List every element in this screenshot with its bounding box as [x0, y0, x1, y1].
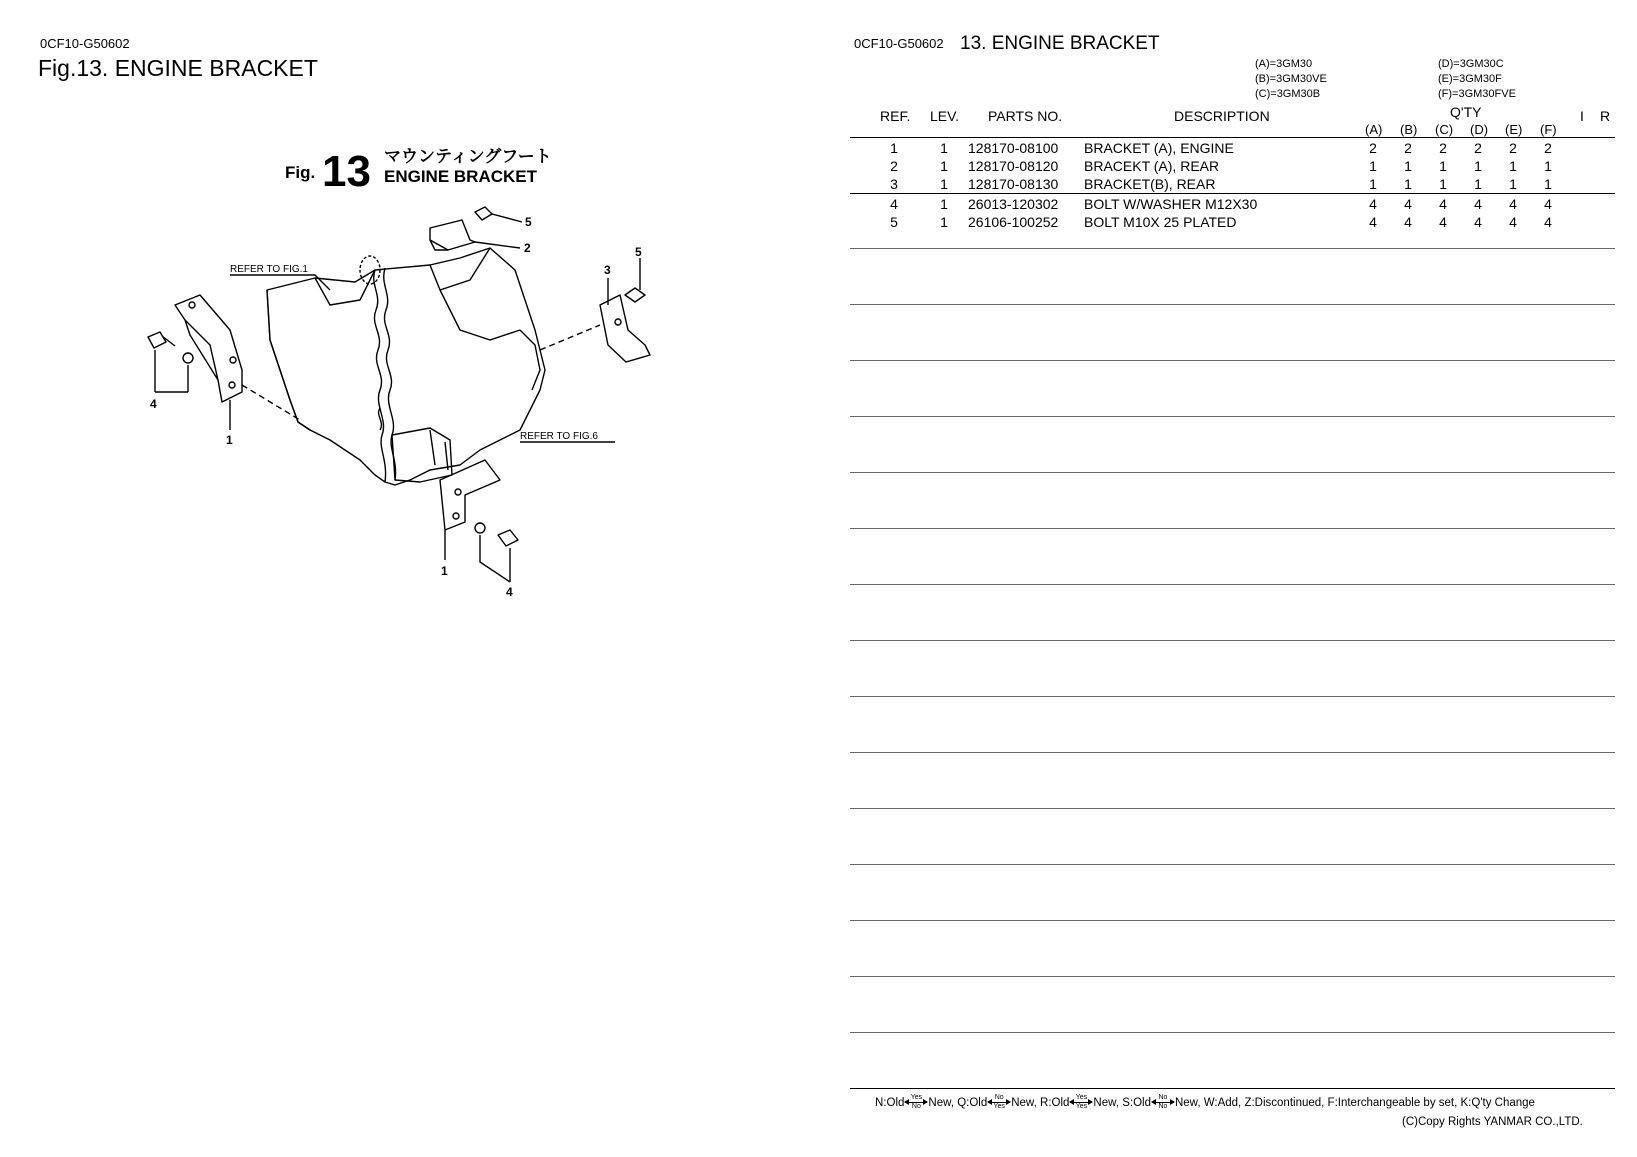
- row-ref: 5: [890, 214, 898, 230]
- bracket-2: [430, 220, 475, 250]
- row-qty: 1: [1509, 176, 1517, 192]
- callout-1-left: 1: [226, 433, 233, 447]
- legend-s-arrow: No No: [1152, 1094, 1174, 1111]
- row-qty: 4: [1474, 214, 1482, 230]
- row-qty: 2: [1474, 140, 1482, 156]
- row-qty: 1: [1544, 176, 1552, 192]
- legend-s-old: S:Old: [1122, 1096, 1151, 1109]
- block-contour-2: [430, 248, 490, 290]
- row-parts-no: 128170-08130: [968, 176, 1059, 192]
- row-qty: 4: [1369, 214, 1377, 230]
- model-a: (A)=3GM30: [1255, 58, 1313, 70]
- blank-row-rule: [850, 752, 1615, 753]
- exploded-view-drawing: [130, 130, 670, 650]
- header-lev: LEV.: [930, 108, 960, 124]
- row-qty: 1: [1369, 176, 1377, 192]
- row-qty: 2: [1369, 140, 1377, 156]
- row-qty: 1: [1439, 158, 1447, 174]
- header-parts-no: PARTS NO.: [988, 108, 1063, 124]
- blank-row-rule: [850, 360, 1615, 361]
- legend-s-new: New,: [1174, 1096, 1201, 1109]
- right-page-code: 0CF10-G50602: [854, 36, 944, 51]
- blank-row-rule: [850, 864, 1615, 865]
- row-description: BRACKET(B), REAR: [1084, 176, 1216, 192]
- row-lev: 1: [940, 158, 948, 174]
- break-line: [374, 270, 386, 482]
- header-qty-sub: (C): [1435, 122, 1454, 137]
- callout-3: 3: [604, 263, 611, 277]
- row-parts-no: 26013-120302: [968, 196, 1059, 212]
- row-description: BRACKET (A), ENGINE: [1084, 140, 1234, 156]
- row-qty: 1: [1474, 176, 1482, 192]
- row-qty: 4: [1439, 214, 1447, 230]
- row-ref: 2: [890, 158, 898, 174]
- row-description: BOLT M10X 25 PLATED: [1084, 214, 1237, 230]
- callout-5-top: 5: [525, 215, 532, 229]
- leader-5-top: [492, 214, 522, 222]
- copyright-notice: (C)Copy Rights YANMAR CO.,LTD.: [1402, 1116, 1583, 1128]
- row-ref: 3: [890, 176, 898, 192]
- legend-rest: W:Add, Z:Discontinued, F:Interchangeable by set, K:Q'ty Change: [1203, 1096, 1535, 1109]
- fig-japanese-title: マウンティングフート: [384, 147, 552, 167]
- legend-n-arrow: Yes No: [905, 1094, 927, 1111]
- model-b: (B)=3GM30VE: [1255, 73, 1327, 85]
- row-parts-no: 128170-08120: [968, 158, 1059, 174]
- callout-4-left: 4: [150, 397, 157, 411]
- row-qty: 2: [1544, 140, 1552, 156]
- legend-n-new: New,: [928, 1096, 954, 1109]
- bracket-1-left: [175, 295, 242, 402]
- plate-detail: [430, 430, 448, 470]
- header-qty: Q'TY: [1450, 104, 1482, 120]
- callout-1-lower: 1: [441, 564, 448, 578]
- refer-fig1-line: [230, 275, 330, 290]
- callout-5-right: 5: [635, 245, 642, 259]
- row-qty: 4: [1474, 196, 1482, 212]
- blank-row-rule: [850, 976, 1615, 977]
- header-qty-sub: (A): [1365, 122, 1383, 137]
- row-description: BOLT W/WASHER M12X30: [1084, 196, 1258, 212]
- header-r: R: [1600, 108, 1611, 124]
- row-ref: 4: [890, 196, 898, 212]
- row-lev: 1: [940, 196, 948, 212]
- blank-row-rule: [850, 416, 1615, 417]
- legend-r-old: R:Old: [1040, 1096, 1070, 1109]
- model-c: (C)=3GM30B: [1255, 88, 1321, 100]
- header-qty-sub: (F): [1540, 122, 1557, 137]
- connector-3: [540, 325, 600, 350]
- callout-2: 2: [524, 241, 531, 255]
- legend-q-old: Q:Old: [957, 1096, 988, 1109]
- row-qty: 1: [1439, 176, 1447, 192]
- bracket-1-lower: [440, 460, 500, 530]
- row-qty: 1: [1369, 158, 1377, 174]
- fig-word: Fig.: [285, 163, 316, 182]
- row-qty: 1: [1404, 176, 1412, 192]
- blank-row-rule: [850, 304, 1615, 305]
- header-i: I: [1580, 108, 1584, 124]
- header-rule: [850, 137, 1615, 138]
- engine-block-outline: [267, 248, 545, 485]
- row-lev: 1: [940, 176, 948, 192]
- legend-r-arrow: Yes Yes: [1070, 1094, 1092, 1111]
- bracket-1-left-edge: [185, 320, 218, 380]
- row-qty: 1: [1404, 158, 1412, 174]
- blank-row-rule: [850, 528, 1615, 529]
- blank-row-rule: [850, 696, 1615, 697]
- row-qty: 4: [1544, 196, 1552, 212]
- engine-front-face: [267, 290, 310, 430]
- row-qty: 4: [1544, 214, 1552, 230]
- bracket-3: [600, 295, 650, 362]
- left-page-title: Fig.13. ENGINE BRACKET: [38, 55, 318, 81]
- model-e: (E)=3GM30F: [1438, 73, 1502, 85]
- blank-row-rule: [850, 472, 1615, 473]
- break-line-2: [384, 268, 396, 480]
- row-qty: 4: [1439, 196, 1447, 212]
- model-f: (F)=3GM30FVE: [1438, 88, 1516, 100]
- fig-number: 13: [322, 147, 371, 196]
- leader-4-lower: [480, 535, 510, 582]
- block-contour-3: [440, 290, 520, 340]
- bolt-4-lower: [498, 530, 518, 546]
- right-page-title: 13. ENGINE BRACKET: [960, 33, 1160, 54]
- row-qty: 4: [1509, 214, 1517, 230]
- blank-row-rule: [850, 640, 1615, 641]
- header-description: DESCRIPTION: [1174, 108, 1270, 124]
- row-qty: 4: [1404, 214, 1412, 230]
- row-ref: 1: [890, 140, 898, 156]
- row-qty: 2: [1509, 140, 1517, 156]
- blank-row-rule: [850, 248, 1615, 249]
- row-qty: 1: [1509, 158, 1517, 174]
- blank-row-rule: [850, 808, 1615, 809]
- left-page-code: 0CF10-G50602: [40, 36, 130, 51]
- row-qty: 1: [1474, 158, 1482, 174]
- header-qty-sub: (E): [1505, 122, 1523, 137]
- header-qty-sub: (B): [1400, 122, 1418, 137]
- blank-row-rule: [850, 584, 1615, 585]
- row-lev: 1: [940, 214, 948, 230]
- row-qty: 4: [1509, 196, 1517, 212]
- row-qty: 4: [1404, 196, 1412, 212]
- group-rule: [850, 193, 1615, 194]
- change-code-legend: [875, 1094, 1535, 1111]
- row-qty: 2: [1439, 140, 1447, 156]
- legend-n-old: N:Old: [875, 1096, 905, 1109]
- blank-row-rule: [850, 1032, 1615, 1033]
- row-qty: 2: [1404, 140, 1412, 156]
- legend-r-new: New,: [1093, 1096, 1119, 1109]
- callout-4-lower: 4: [506, 585, 513, 599]
- fig-english-title: ENGINE BRACKET: [384, 167, 538, 186]
- legend-q-arrow: No Yes: [988, 1094, 1010, 1111]
- header-ref: REF.: [880, 108, 911, 124]
- row-parts-no: 26106-100252: [968, 214, 1059, 230]
- bolt-5-top: [475, 207, 492, 220]
- model-d: (D)=3GM30C: [1438, 58, 1504, 70]
- bolt-5-right: [625, 288, 645, 302]
- row-qty: 4: [1369, 196, 1377, 212]
- row-lev: 1: [940, 140, 948, 156]
- refer-fig6-label: REFER TO FIG.6: [520, 431, 598, 442]
- header-qty-sub: (D): [1470, 122, 1489, 137]
- engine-bracket-diagram: [130, 130, 670, 650]
- row-parts-no: 128170-08100: [968, 140, 1059, 156]
- bolt-4-left: [148, 332, 175, 348]
- blank-row-rule: [850, 920, 1615, 921]
- legend-q-new: New,: [1011, 1096, 1037, 1109]
- row-description: BRACEKT (A), REAR: [1084, 158, 1220, 174]
- row-qty: 1: [1544, 158, 1552, 174]
- refer-fig1-label: REFER TO FIG.1: [230, 264, 308, 275]
- footer-rule: [850, 1088, 1615, 1089]
- leader-2: [475, 242, 520, 248]
